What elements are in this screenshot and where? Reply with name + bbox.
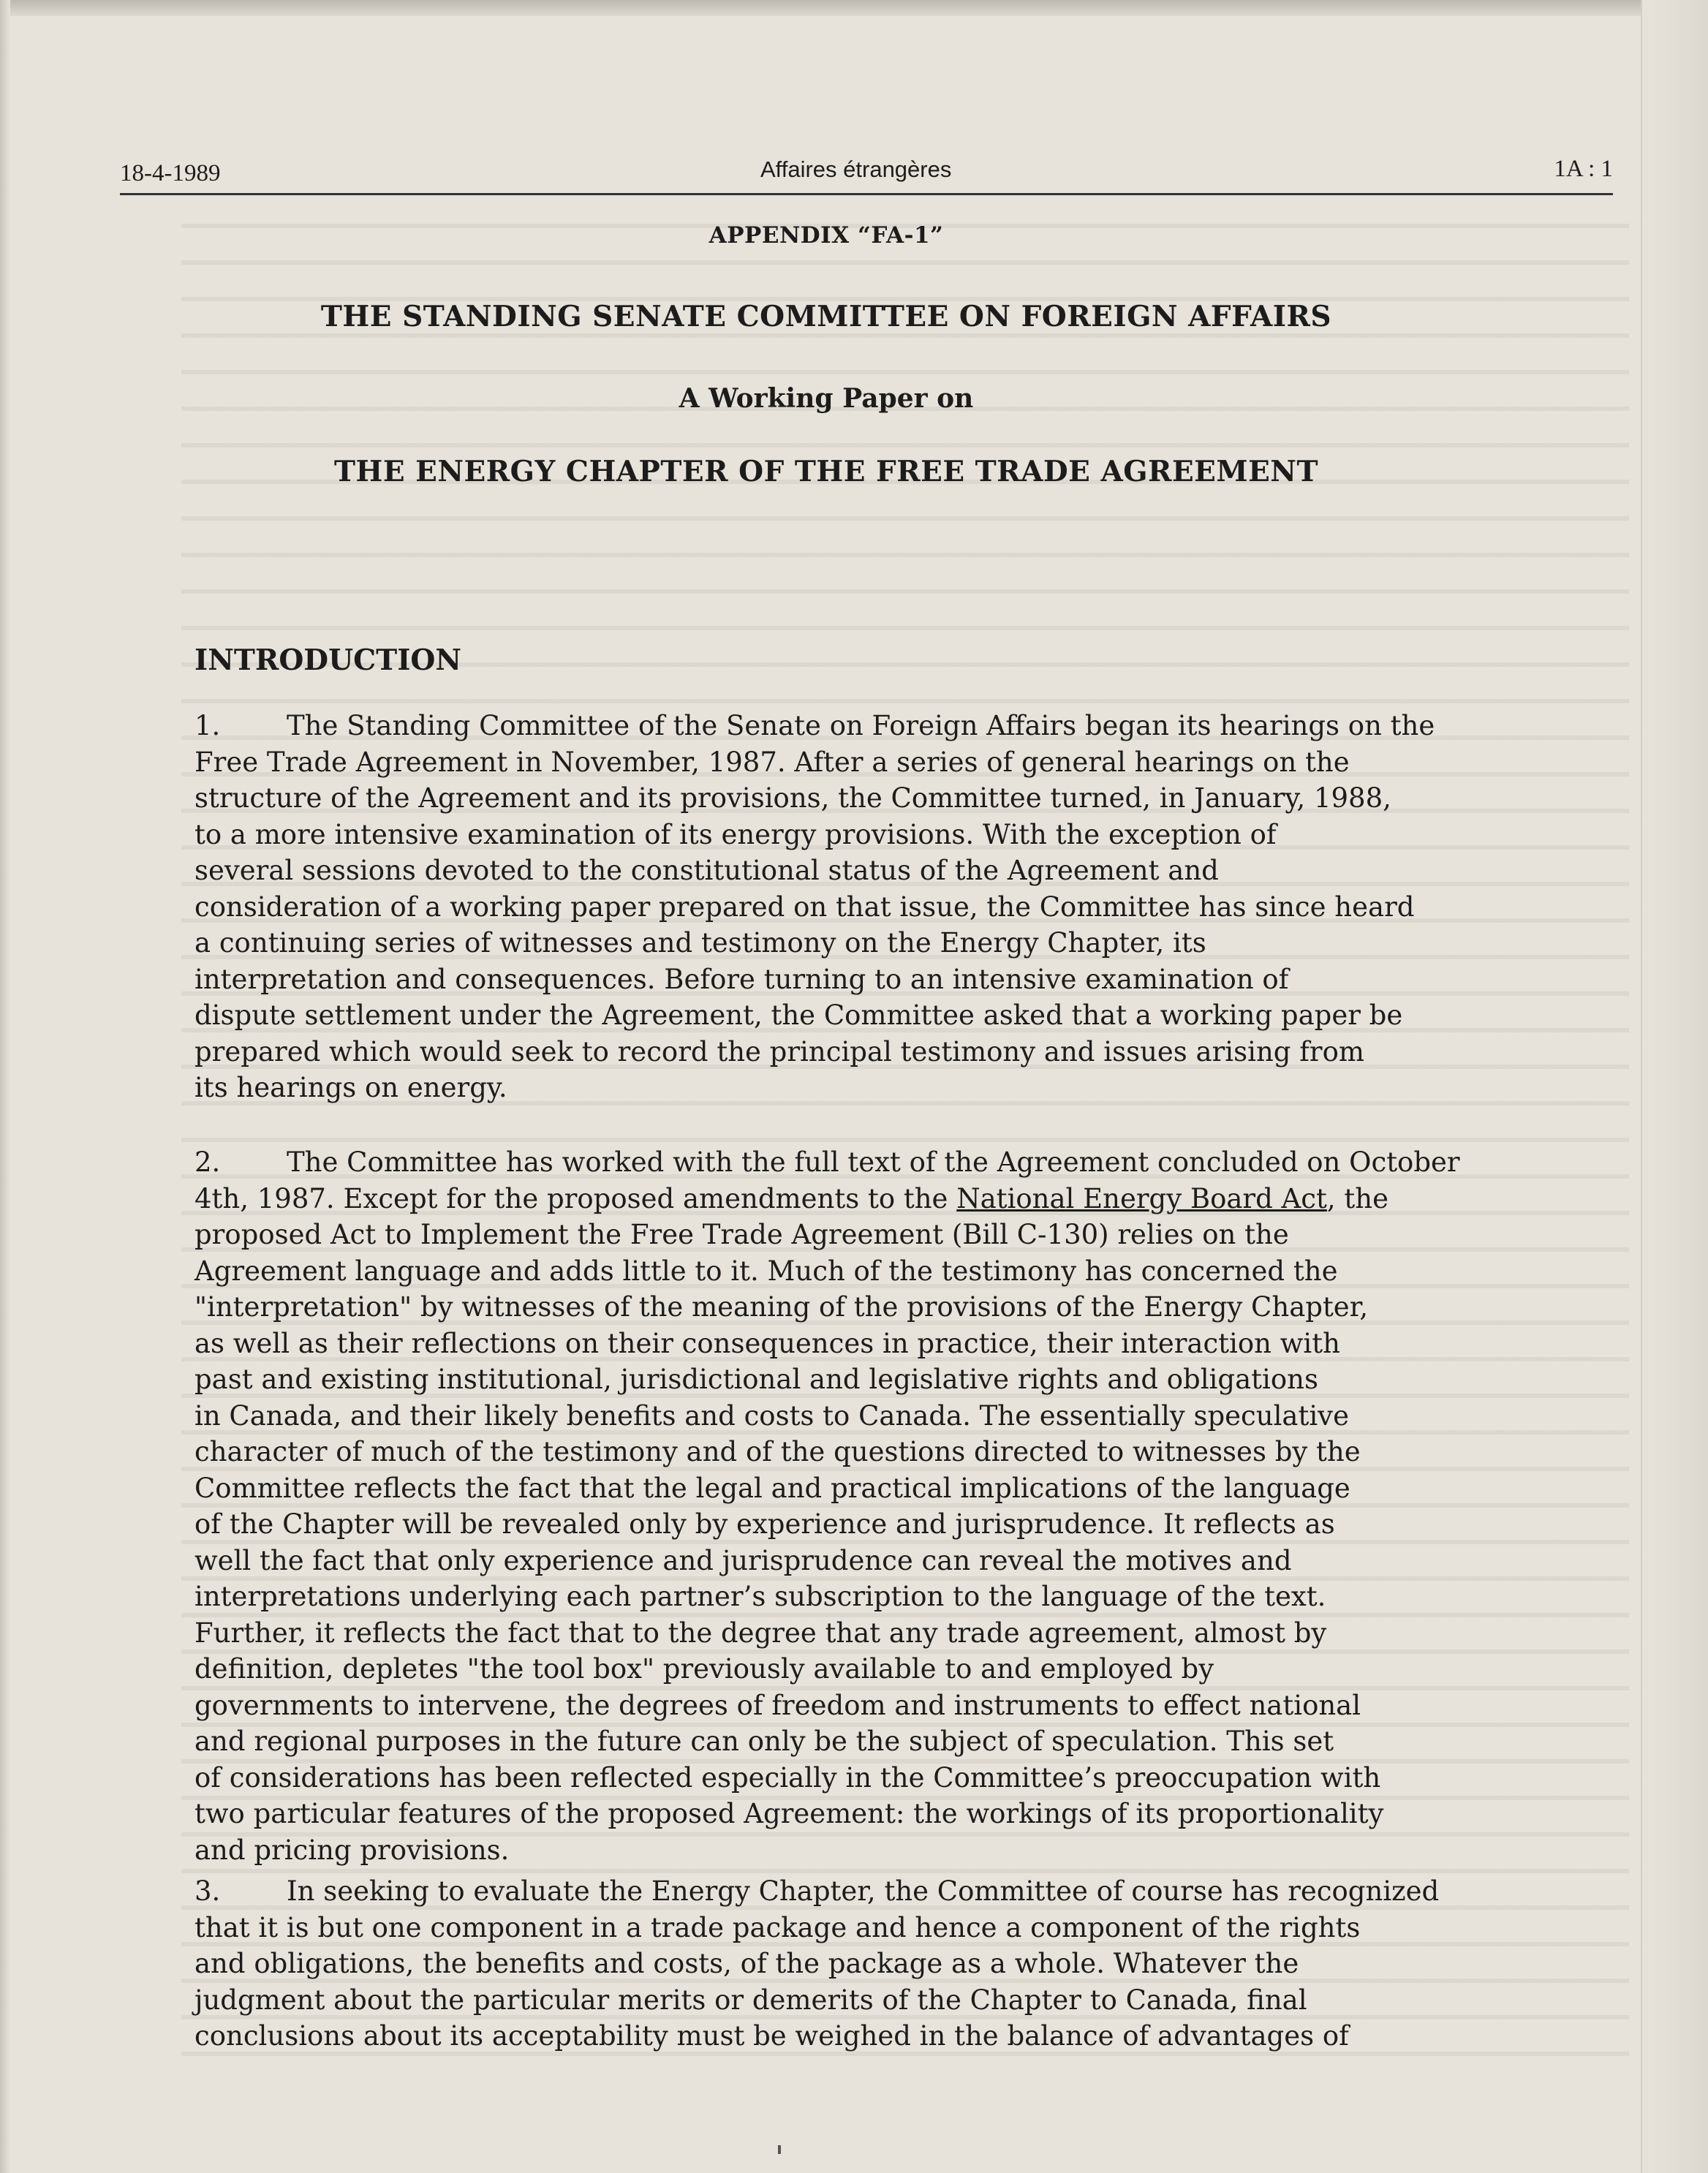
paragraph-line: its hearings on energy. <box>194 1072 507 1103</box>
header-publication: Affaires étrangères <box>760 156 952 182</box>
appendix-label: APPENDIX “FA-1” <box>708 222 944 249</box>
paragraph-line: interpretations underlying each partner’s subscription to the language of the text. <box>194 1581 1326 1612</box>
paragraph-line: Agreement language and adds little to it. Much of the testimony has concerned the <box>194 1255 1338 1287</box>
paragraph-line: interpretation and consequences. Before turning to an intensive examination of <box>194 963 1289 995</box>
paragraph-line: prepared which would seek to record the principal testimony and issues arising from <box>194 1035 1364 1067</box>
paragraph-line: dispute settlement under the Agreement, the Committee asked that a working paper be <box>194 999 1403 1031</box>
header-page-number: 1A : 1 <box>1554 156 1613 182</box>
paragraph-line: a continuing series of witnesses and testimony on the Energy Chapter, its <box>194 927 1206 959</box>
scan-top-edge <box>0 0 1708 16</box>
paragraph-line: proposed Act to Implement the Free Trade Agreement (Bill C-130) relies on the <box>194 1219 1289 1250</box>
paragraph-line: well the fact that only experience and jurisprudence can reveal the motives and <box>194 1544 1292 1576</box>
paragraph-line: and pricing provisions. <box>194 1834 510 1866</box>
document-subtitle: A Working Paper on <box>679 383 974 414</box>
paragraph-line: conclusions about its acceptability must be weighed in the balance of advantages of <box>194 2020 1349 2052</box>
paragraph-line: of considerations has been reflected especially in the Committee’s preoccupation with <box>194 1761 1381 1794</box>
scan-left-edge <box>0 0 10 2173</box>
document-page <box>10 16 1642 2173</box>
section-heading: INTRODUCTION <box>194 643 462 677</box>
paragraph-line: and obligations, the benefits and costs, of the package as a whole. Whatever the <box>194 1948 1299 1979</box>
paragraph-line: governments to intervene, the degrees of freedom and instruments to effect national <box>194 1689 1361 1721</box>
paragraph-line: that it is but one component in a trade package and hence a component of the rights <box>194 1911 1361 1943</box>
paragraph-line: two particular features of the proposed Agreement: the workings of its proportionality <box>194 1798 1384 1829</box>
paragraph-line: to a more intensive examination of its energy provisions. With the exception of <box>194 818 1277 850</box>
paragraph-line: Committee reflects the fact that the legal and practical implications of the language <box>194 1472 1350 1504</box>
document-subject: THE ENERGY CHAPTER OF THE FREE TRADE AGREEMENT <box>334 455 1318 488</box>
paragraph-2 <box>194 1144 1584 1868</box>
paragraph-line: several sessions devoted to the constitutional status of the Agreement and <box>194 855 1219 886</box>
paragraph-line: as well as their reflections on their consequences in practice, their interaction with <box>194 1327 1340 1359</box>
paragraph-line: Free Trade Agreement in November, 1987. After a series of general hearings on the <box>194 746 1350 778</box>
paragraph-number: 2. <box>194 1146 221 1178</box>
paragraph-1 <box>194 708 1584 1106</box>
paragraph-3 <box>194 1873 1584 2055</box>
paragraph-line: 2. The Committee has worked with the full text of the Agreement concluded on October <box>194 1144 1584 1181</box>
paragraph-line: character of much of the testimony and of the questions directed to witnesses by the <box>194 1436 1361 1467</box>
paragraph-line: 3. In seeking to evaluate the Energy Chapter, the Committee of course has recognized <box>194 1873 1584 1910</box>
paragraph-line: of the Chapter will be revealed only by experience and jurisprudence. It reflects as <box>194 1508 1335 1540</box>
document-title: THE STANDING SENATE COMMITTEE ON FOREIGN AFFAIRS <box>320 300 1332 333</box>
paragraph-number: 3. <box>194 1875 221 1907</box>
paragraph-line: and regional purposes in the future can only be the subject of speculation. This set <box>194 1726 1334 1757</box>
paragraph-line: 4th, 1987. Except for the proposed amendments to the National Energy Board Act, the <box>194 1182 1388 1214</box>
paragraph-line: past and existing institutional, jurisdictional and legislative rights and obligations <box>194 1364 1318 1395</box>
page-header <box>120 139 1613 195</box>
paragraph-line: definition, depletes "the tool box" previously available to and employed by <box>194 1653 1214 1685</box>
paragraph-line: Further, it reflects the fact that to the degree that any trade agreement, almost by <box>194 1617 1327 1649</box>
paragraph-line: 1. The Standing Committee of the Senate on Foreign Affairs began its hearings on the <box>194 708 1584 744</box>
paragraph-line: consideration of a working paper prepared on that issue, the Committee has since heard <box>194 891 1415 923</box>
paragraph-line: in Canada, and their likely benefits and costs to Canada. The essentially speculative <box>194 1399 1349 1432</box>
header-date: 18-4-1989 <box>120 160 221 186</box>
paragraph-line: structure of the Agreement and its provisions, the Committee turned, in January, 1988, <box>194 782 1391 814</box>
paragraph-line: judgment about the particular merits or demerits of the Chapter to Canada, final <box>194 1984 1307 2016</box>
scan-right-edge <box>1641 0 1708 2173</box>
paragraph-line: "interpretation" by witnesses of the meaning of the provisions of the Energy Chapter, <box>194 1291 1369 1323</box>
scan-speck <box>778 2145 781 2154</box>
paragraph-number: 1. <box>194 710 221 741</box>
act-title-underlined: National Energy Board Act <box>956 1182 1327 1214</box>
